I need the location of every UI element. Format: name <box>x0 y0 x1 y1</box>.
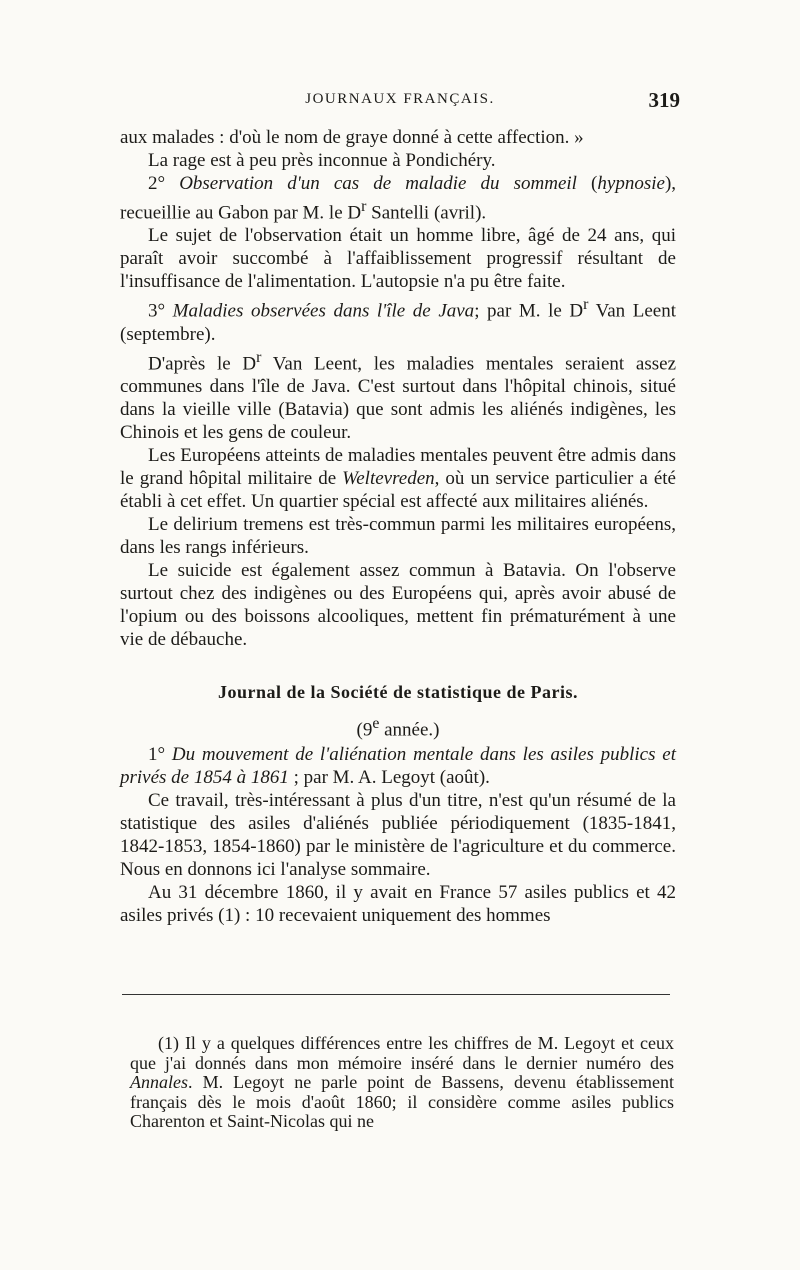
text-run: Le suicide est également assez commun à Batavia. On l'observe surtout chez des indigènes ou des Européens qui, après avoir abusé de l'opium ou des boissons alcooliques, mettent fin prématurément à une vie de débauche. <box>120 559 676 650</box>
italic-text: Du mouvement de l'aliénation mentale dans les asiles publics et privés de 1854 à 1861 <box>120 744 676 789</box>
italic-text: Maladies observées dans l'île de Java <box>172 300 475 322</box>
running-title: JOURNAUX FRANÇAIS. <box>305 91 495 107</box>
italic-text: hypnosie <box>597 173 665 194</box>
text-run: La rage est à peu près inconnue à Pondichéry. <box>148 150 496 171</box>
paragraph <box>120 224 676 293</box>
text-run: ; par M. le D <box>474 300 584 322</box>
paragraph <box>120 789 676 881</box>
body-text <box>120 126 676 927</box>
section-heading: Journal de la Société de statistique de Paris. <box>218 681 578 702</box>
paragraph <box>120 293 676 345</box>
footnote-rule <box>122 994 670 995</box>
text-run: D'après le D <box>148 352 257 374</box>
paragraph <box>120 346 676 444</box>
text-run: Le delirium tremens est très-commun parmi les militaires européens, dans les rangs inférieurs. <box>120 513 676 558</box>
running-head <box>120 88 680 112</box>
paragraph <box>120 149 676 172</box>
text-run: Van Leent (septembre). <box>120 300 676 345</box>
superscript: r <box>256 348 262 366</box>
paragraph <box>120 513 676 559</box>
page-number: 319 <box>648 88 680 112</box>
paragraph <box>120 881 676 927</box>
paragraph <box>120 172 676 224</box>
text-run: Van Leent, les maladies mentales seraient assez communes dans l'île de Java. C'est surtout dans l'hôpital chinois, situé dans la vieille ville (Batavia) que sont admis les aliénés indigènes, les Chinois et les gens de couleur. <box>120 352 676 443</box>
text-run: année.) <box>379 719 440 741</box>
paragraph <box>120 559 676 651</box>
italic-text: Annales <box>130 1072 188 1092</box>
paragraph <box>120 444 676 513</box>
superscript: r <box>361 198 367 215</box>
superscript: e <box>372 714 380 732</box>
paragraph <box>120 743 676 789</box>
text-run: 3° <box>148 300 173 322</box>
text-run: Santelli (avril). <box>366 202 487 224</box>
paragraph <box>120 126 676 149</box>
text-run: Le sujet de l'observation était un homme libre, âgé de 24 ans, qui paraît avoir succombé à l'affaiblissement progressif résultant de l'insuffisance de l'alimentation. L'autopsie n'a pu être faite. <box>120 225 676 293</box>
text-run: . M. Legoyt ne parle point de Bassens, devenu établissement français dès le mois d'août 1860; il considère comme asiles publics Charenton et Saint-Nicolas qui ne <box>130 1072 674 1131</box>
italic-text: Observation d'un cas de maladie du sommeil <box>179 173 577 194</box>
text-run: ( <box>576 173 598 194</box>
superscript: r <box>583 296 589 314</box>
text-run: Ce travail, très-intéressant à plus d'un titre, n'est qu'un résumé de la statistique des asiles d'aliénés publiée périodiquement (1835-1841, 1842-1853, 1854-1860) par le ministère de l'agriculture et du commerce. Nous en donnons ici l'analyse sommaire. <box>120 790 676 881</box>
text-run: ), recueillie au Gabon par M. le D <box>120 173 677 224</box>
text-run: Au 31 décembre 1860, il y avait en France 57 asiles publics et 42 asiles privés (1) : 10 recevaient uniquement des hommes <box>120 882 676 927</box>
footnote <box>130 1034 674 1132</box>
text-run: , où un service particulier a été établi à cet effet. Un quartier spécial est affecté aux militaires aliénés. <box>120 467 676 512</box>
text-run: (1) Il y a quelques différences entre les chiffres de M. Legoyt et ceux que j'ai donnés dans mon mémoire inséré dans le dernier numéro des <box>130 1033 674 1073</box>
footnote-text <box>130 1034 674 1132</box>
text-run: 1° <box>148 744 172 766</box>
text-run: (9 <box>356 719 373 741</box>
text-run: 2° <box>148 173 180 194</box>
text-run: ; par M. A. Legoyt (août). <box>288 767 490 789</box>
text-run: aux malades : d'où le nom de graye donné à cette affection. » <box>120 127 584 148</box>
text-run: Les Européens atteints de maladies mentales peuvent être admis dans le grand hôpital militaire de <box>120 444 676 489</box>
edition-label <box>120 712 676 741</box>
italic-text: Weltevreden <box>342 467 435 489</box>
